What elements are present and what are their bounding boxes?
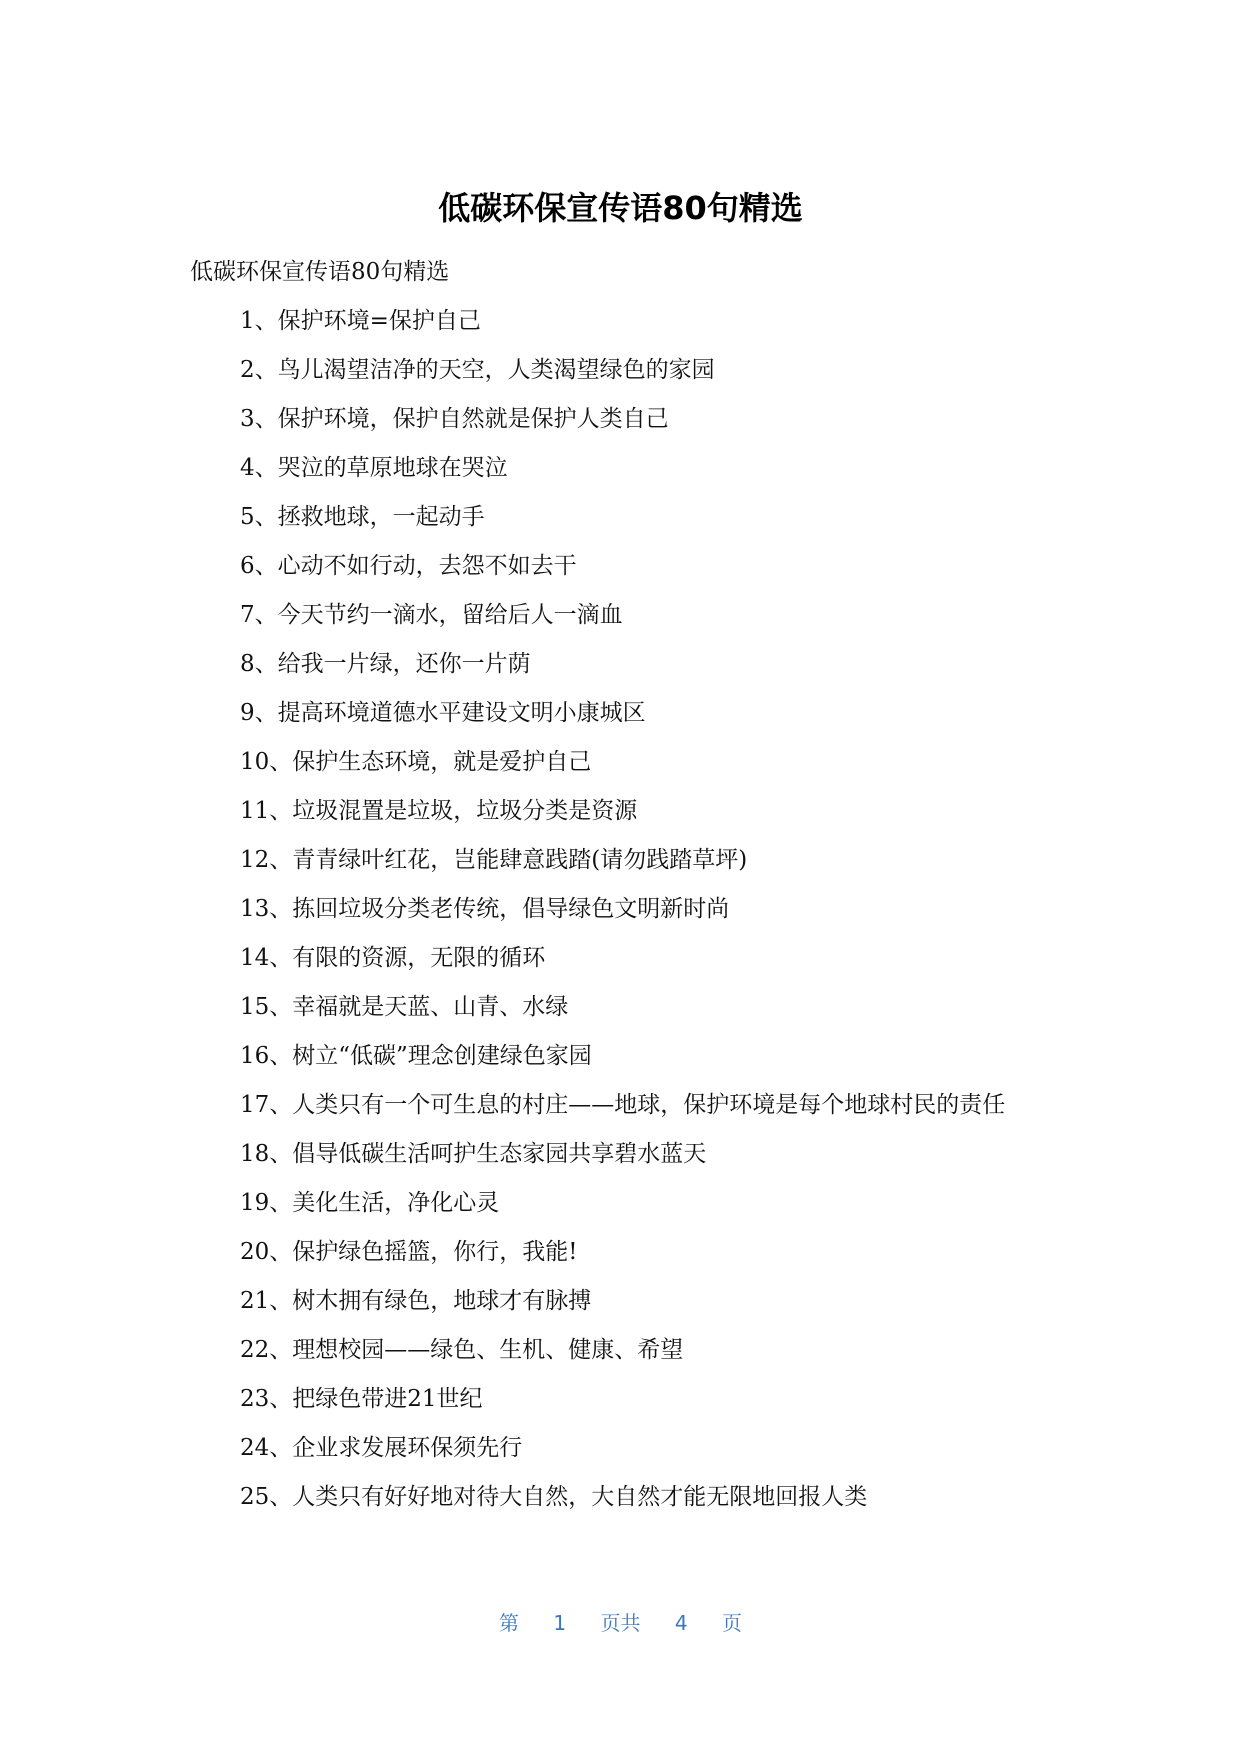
document-body bbox=[190, 248, 1050, 1522]
slogan-item: 25、人类只有好好地对待大自然，大自然才能无限地回报人类 bbox=[240, 1484, 868, 1510]
slogan-item: 17、人类只有一个可生息的村庄——地球，保护环境是每个地球村民的责任 bbox=[240, 1092, 1006, 1118]
slogan-item: 18、倡导低碳生活呵护生态家园共享碧水蓝天 bbox=[240, 1141, 707, 1167]
footer-page-number: 1 bbox=[553, 1611, 567, 1635]
slogan-item: 14、有限的资源，无限的循环 bbox=[240, 945, 546, 971]
slogan-item: 19、美化生活，净化心灵 bbox=[240, 1190, 500, 1216]
slogan-item: 21、树木拥有绿色，地球才有脉搏 bbox=[240, 1288, 592, 1314]
slogan-item: 23、把绿色带进21世纪 bbox=[240, 1386, 483, 1412]
slogan-item: 24、企业求发展环保须先行 bbox=[240, 1435, 523, 1461]
document-subtitle: 低碳环保宣传语80句精选 bbox=[190, 259, 450, 285]
footer-total-pages: 4 bbox=[674, 1611, 688, 1635]
slogan-item: 2、鸟儿渴望洁净的天空，人类渴望绿色的家园 bbox=[240, 357, 715, 383]
slogan-item: 7、今天节约一滴水，留给后人一滴血 bbox=[240, 602, 623, 628]
footer-prefix: 第 bbox=[499, 1611, 520, 1635]
slogan-item: 12、青青绿叶红花，岂能肆意践踏(请勿践踏草坪) bbox=[240, 847, 748, 873]
slogan-item: 6、心动不如行动，去怨不如去干 bbox=[240, 553, 577, 579]
slogan-item: 15、幸福就是天蓝、山青、水绿 bbox=[240, 994, 569, 1020]
document-title: 低碳环保宣传语80句精选 bbox=[438, 189, 803, 227]
slogan-item: 4、哭泣的草原地球在哭泣 bbox=[240, 455, 508, 481]
slogan-item: 3、保护环境，保护自然就是保护人类自己 bbox=[240, 406, 669, 432]
page-footer bbox=[0, 1607, 1241, 1636]
slogan-item: 9、提高环境道德水平建设文明小康城区 bbox=[240, 700, 646, 726]
slogan-item: 13、拣回垃圾分类老传统，倡导绿色文明新时尚 bbox=[240, 896, 730, 922]
footer-middle: 页共 bbox=[600, 1611, 641, 1635]
slogan-item: 5、拯救地球，一起动手 bbox=[240, 504, 485, 530]
slogan-item: 1、保护环境=保护自己 bbox=[240, 308, 481, 334]
slogan-item: 11、垃圾混置是垃圾，垃圾分类是资源 bbox=[240, 798, 638, 824]
slogan-item: 16、树立“低碳”理念创建绿色家园 bbox=[240, 1043, 592, 1069]
slogan-item: 20、保护绿色摇篮，你行，我能! bbox=[240, 1239, 578, 1265]
slogan-item: 8、给我一片绿，还你一片荫 bbox=[240, 651, 531, 677]
slogan-item: 22、理想校园——绿色、生机、健康、希望 bbox=[240, 1337, 684, 1363]
slogan-item: 10、保护生态环境，就是爱护自己 bbox=[240, 749, 592, 775]
footer-suffix: 页 bbox=[721, 1611, 742, 1635]
